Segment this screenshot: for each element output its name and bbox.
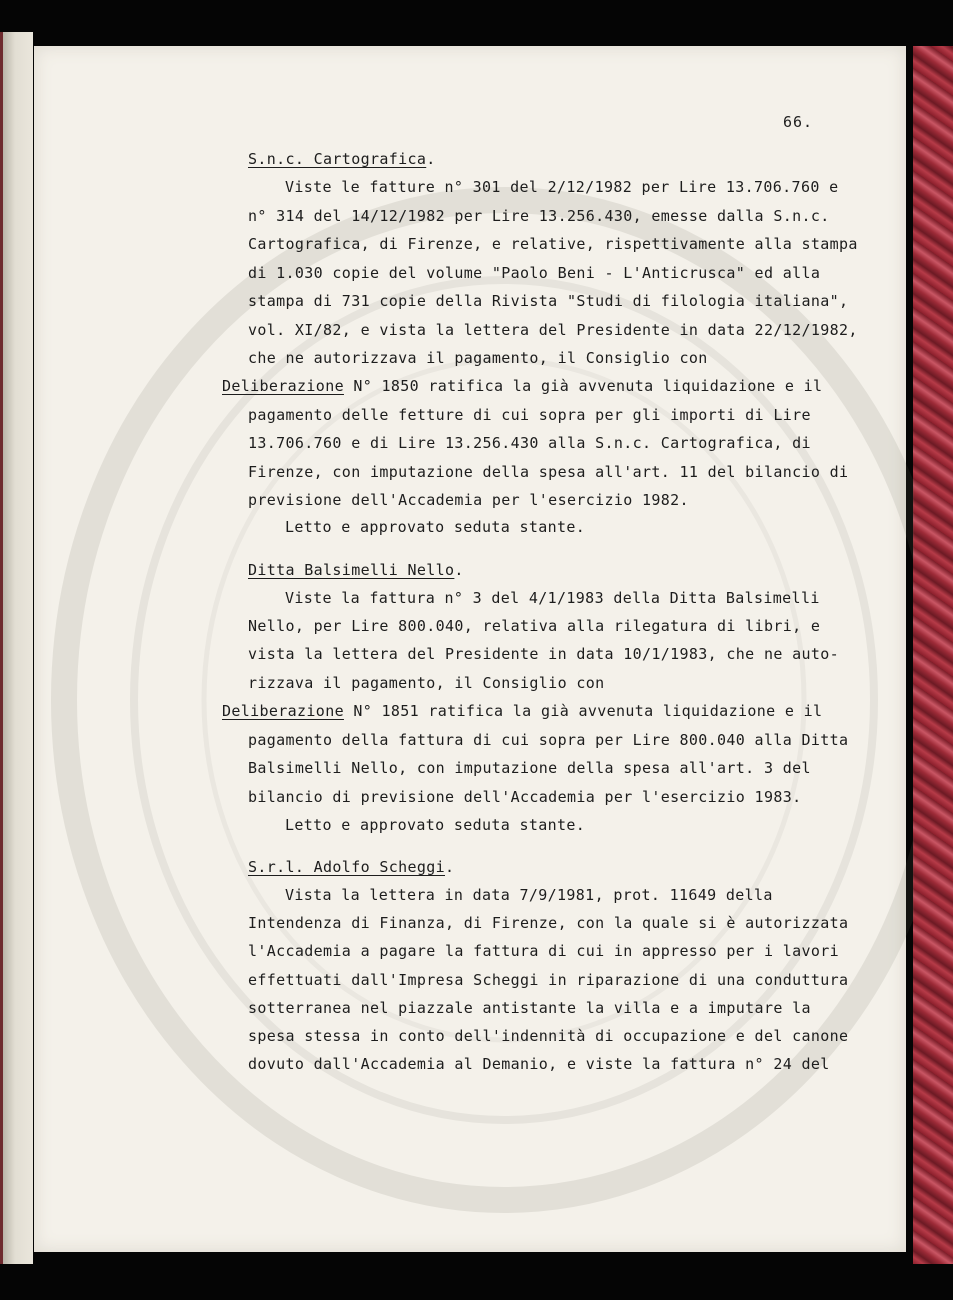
body-line: stampa di 731 copie della Rivista "Studi di filologia italiana", [248, 292, 849, 310]
deliberation-text: N° 1850 ratifica la già avvenuta liquidazione e il [343, 377, 823, 395]
body-line: di 1.030 copie del volume "Paolo Beni - L'Anticrusca" ed alla [248, 264, 821, 282]
body-line: pagamento delle fetture di cui sopra per gli importi di Lire [248, 406, 811, 424]
page-number: 66. [783, 113, 814, 131]
section-heading [248, 561, 464, 579]
body-line: effettuati dall'Impresa Scheggi in riparazione di una conduttura [248, 971, 849, 989]
left-page-edge [0, 32, 33, 1264]
book-binding [913, 46, 953, 1264]
deliberation-label: Deliberazione [222, 702, 344, 720]
body-line: Intendenza di Finanza, di Firenze, con la quale si è autorizzata [248, 914, 849, 932]
body-line: Viste la fattura n° 3 del 4/1/1983 della Ditta Balsimelli [285, 589, 820, 607]
heading-period: . [454, 561, 464, 579]
body-line: Nello, per Lire 800.040, relativa alla rilegatura di libri, e [248, 617, 821, 635]
deliberation-line [222, 702, 822, 720]
section-heading [248, 858, 454, 876]
body-line: l'Accademia a pagare la fattura di cui in appresso per i lavori [248, 942, 839, 960]
heading-period: . [426, 150, 436, 168]
closing-line: Letto e approvato seduta stante. [285, 518, 586, 536]
deliberation-label: Deliberazione [222, 377, 344, 395]
body-line: n° 314 del 14/12/1982 per Lire 13.256.430, emesse dalla S.n.c. [248, 207, 830, 225]
body-line: spesa stessa in conto dell'indennità di occupazione e del canone [248, 1027, 849, 1045]
body-line: Balsimelli Nello, con imputazione della spesa all'art. 3 del [248, 759, 811, 777]
deliberation-line [222, 377, 822, 395]
body-line: Firenze, con imputazione della spesa all'art. 11 del bilancio di [248, 463, 849, 481]
heading-period: . [445, 858, 455, 876]
body-line: dovuto dall'Accademia al Demanio, e viste la fattura n° 24 del [248, 1055, 830, 1073]
body-line: 13.706.760 e di Lire 13.256.430 alla S.n.c. Cartografica, di [248, 434, 811, 452]
closing-line: Letto e approvato seduta stante. [285, 816, 586, 834]
body-line: Cartografica, di Firenze, e relative, rispettivamente alla stampa [248, 235, 858, 253]
body-line: pagamento della fattura di cui sopra per Lire 800.040 alla Ditta [248, 731, 849, 749]
body-line: che ne autorizzava il pagamento, il Consiglio con [248, 349, 708, 367]
section-heading [248, 150, 436, 168]
body-line: sotterranea nel piazzale antistante la villa e a imputare la [248, 999, 811, 1017]
body-line: Vista la lettera in data 7/9/1981, prot. 11649 della [285, 886, 773, 904]
section-heading-text: S.r.l. Adolfo Scheggi [248, 858, 445, 876]
body-line: rizzava il pagamento, il Consiglio con [248, 674, 605, 692]
body-line: Viste le fatture n° 301 del 2/12/1982 per Lire 13.706.760 e [285, 178, 839, 196]
body-line: previsione dell'Accademia per l'esercizio 1982. [248, 491, 689, 509]
body-line: vista la lettera del Presidente in data 10/1/1983, che ne auto- [248, 645, 839, 663]
body-line: bilancio di previsione dell'Accademia per l'esercizio 1983. [248, 788, 802, 806]
deliberation-text: N° 1851 ratifica la già avvenuta liquidazione e il [343, 702, 823, 720]
body-line: vol. XI/82, e vista la lettera del Presidente in data 22/12/1982, [248, 321, 858, 339]
section-heading-text: S.n.c. Cartografica [248, 150, 427, 168]
section-heading-text: Ditta Balsimelli Nello [248, 561, 455, 579]
